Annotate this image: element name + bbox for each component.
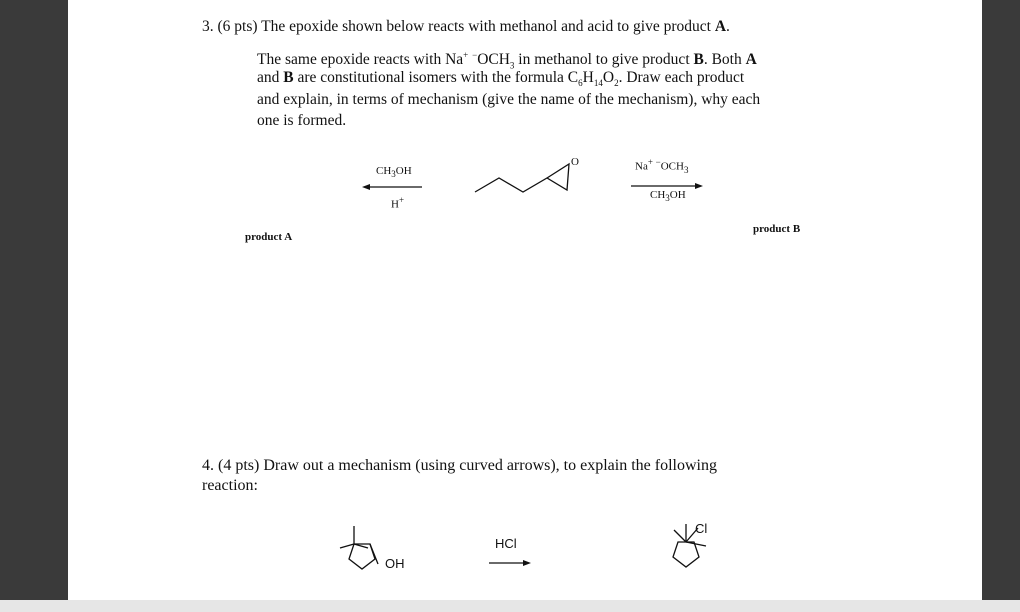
bottom-scroll-bar [0, 600, 1020, 612]
right-reagent-bottom: $CH_3OH$ [650, 189, 686, 204]
q4-line1: 4. (4 pts) Draw out a mechanism (using curved arrows), to explain the following [202, 457, 717, 474]
product-b-label: product B [753, 223, 801, 235]
q3-line2: The same epoxide reacts with Na+ $^-OCH_3$ in methanol to give product B. Both A [257, 50, 757, 71]
left-reagent-bottom: H+ [391, 195, 405, 211]
reagent-hcl-label: HCl [495, 536, 517, 551]
reactant-cyclopentanol-structure [334, 520, 394, 580]
q4-reaction-arrow [489, 559, 533, 567]
left-reagent-top: $CH_3OH$ [376, 165, 412, 180]
document-page [68, 0, 982, 600]
q3-line5: one is formed. [257, 112, 347, 129]
q3-line1: 3. (6 pts) The epoxide shown below reacts with methanol and acid to give product A. [202, 18, 730, 35]
product-a-label: product A [245, 231, 293, 243]
q4-line2: reaction: [202, 477, 258, 494]
right-reagent-top: Na+ $^-OCH_3$ [635, 157, 689, 175]
product-chlorocyclopentane-structure [658, 518, 718, 578]
product-cl-label: Cl [695, 521, 708, 536]
reactant-oh-label: OH [385, 556, 405, 571]
epoxide-oxygen-label: O [571, 156, 579, 168]
q3-line4: and explain, in terms of mechanism (give the name of the mechanism), why each [257, 91, 761, 108]
left-reaction-arrow [362, 183, 422, 191]
q3-line3: and B are constitutional isomers with the formula $C_6H_{14}O_2$. Draw each product [257, 69, 745, 89]
